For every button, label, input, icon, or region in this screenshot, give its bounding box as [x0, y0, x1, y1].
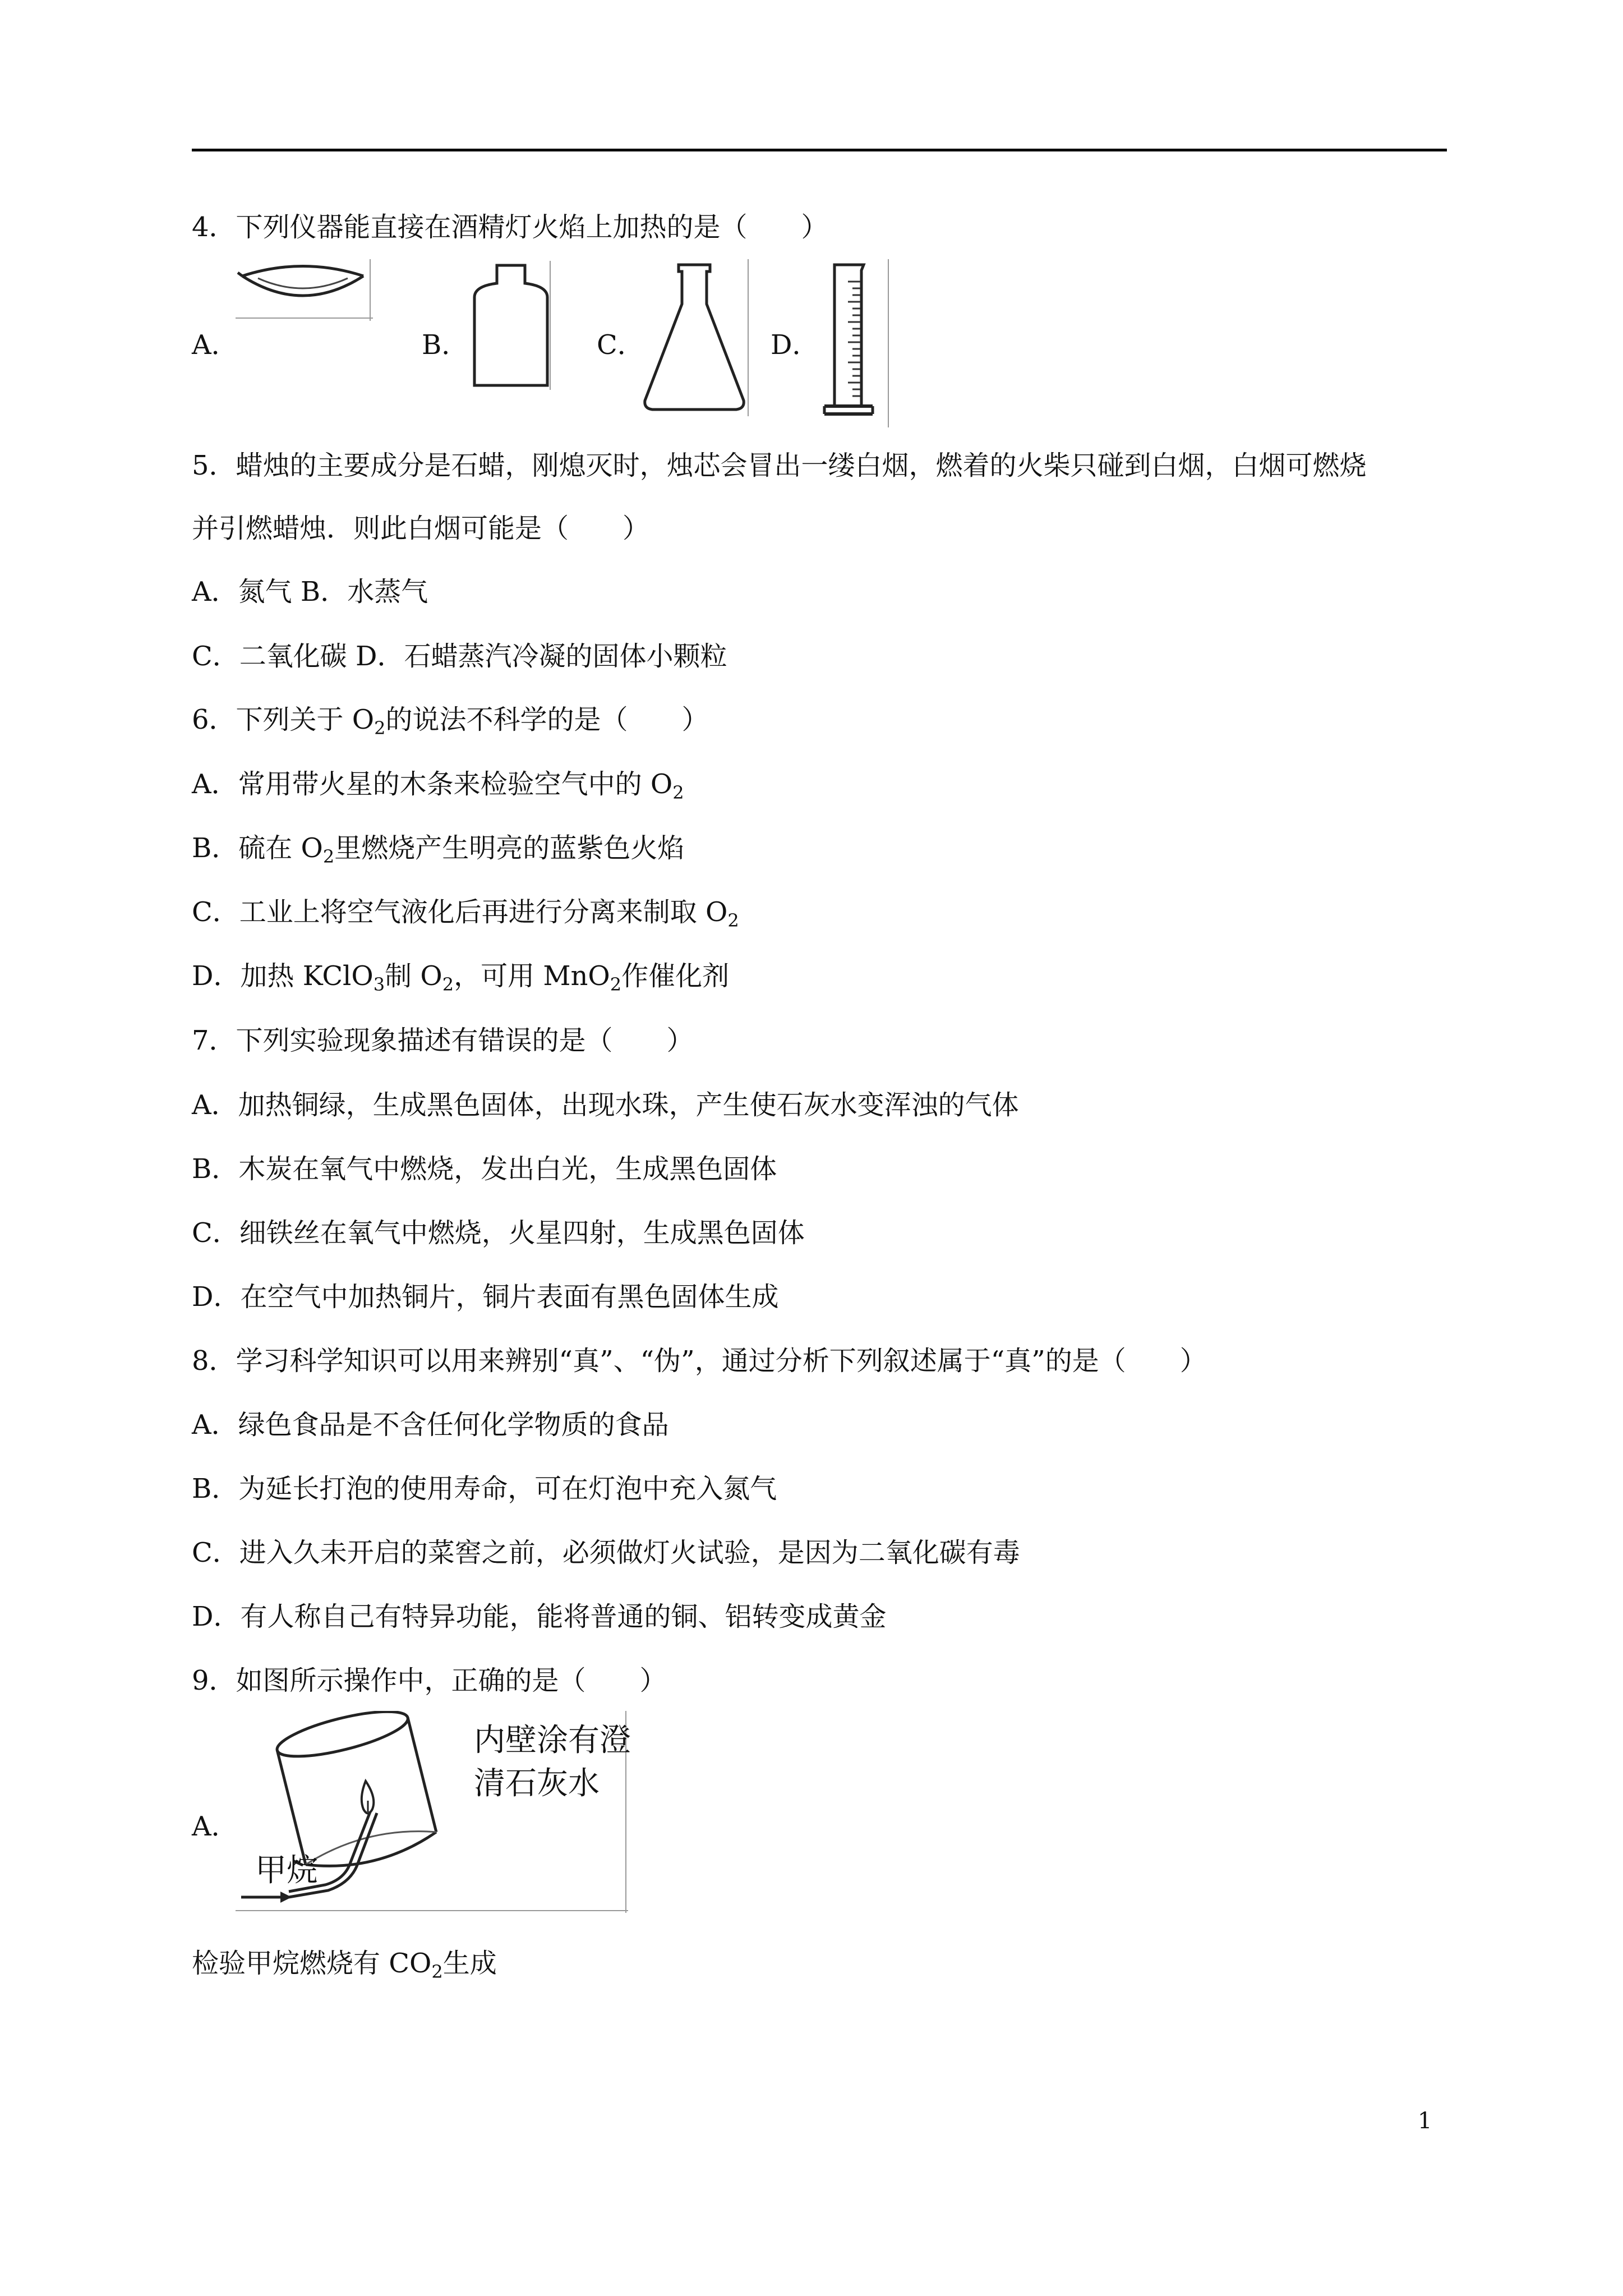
figure-label-wall-line1: 内壁涂有澄: [474, 1722, 631, 1759]
q6-option-c: C．工业上将空气液化后再进行分离来制取 $O_2$: [192, 896, 739, 931]
figure-label-methane: 甲烷: [255, 1852, 318, 1889]
q8-option-d: D．有人称自己有特异功能，能将普通的铜、铝转变成黄金: [192, 1601, 887, 1632]
conical-flask-figure: [638, 259, 750, 416]
q9-option-a-label: A．: [192, 1811, 238, 1842]
q8-option-a: A．绿色食品是不含任何化学物质的食品: [192, 1409, 669, 1441]
q9-stem: 9．如图所示操作中，正确的是（ ）: [192, 1665, 667, 1696]
q6-option-a: A．常用带火星的木条来检验空气中的 $O_2$: [192, 769, 684, 803]
q4-option-b-label: B．: [422, 329, 469, 361]
q5-options-line1: A．氮气 B．水蒸气: [192, 576, 428, 608]
q7-option-b: B．木炭在氧气中燃烧，发出白光，生成黑色固体: [192, 1153, 777, 1185]
q9-option-a-description: 检验甲烷燃烧有 $CO_2$生成: [192, 1948, 497, 1982]
q5-stem-line1: 5．蜡烛的主要成分是石蜡，刚熄灭时，烛芯会冒出一缕白烟，燃着的火柴只碰到白烟，白烟可燃烧: [192, 450, 1367, 481]
q4-option-c-label: C．: [597, 329, 644, 361]
figure-label-wall-line2: 清石灰水: [474, 1765, 600, 1802]
q8-stem: 8．学习科学知识可以用来辨别“真”、“伪”，通过分析下列叙述属于“真”的是（ ）: [192, 1345, 1207, 1377]
q6-option-d: D．加热 KClO$_3$制 $O_2$，可用 MnO$_2$作催化剂: [192, 960, 730, 995]
q5-options-line2: C．二氧化碳 D．石蜡蒸汽冷凝的固体小颗粒: [192, 641, 727, 672]
q4-option-a-label: A．: [192, 329, 238, 361]
evaporating-dish-figure: [236, 259, 373, 321]
q7-option-c: C．细铁丝在氧气中燃烧，火星四射，生成黑色固体: [192, 1217, 805, 1249]
q7-stem: 7．下列实验现象描述有错误的是（ ）: [192, 1025, 694, 1056]
q6-option-b: B．硫在 $O_2$里燃烧产生明亮的蓝紫色火焰: [192, 832, 685, 867]
page-number: 1: [1418, 2108, 1432, 2134]
q6-stem: 6．下列关于 $O_2$的说法不科学的是（ ）: [192, 704, 709, 739]
q8-option-c: C．进入久未开启的菜窖之前，必须做灯火试验，是因为二氧化碳有毒: [192, 1537, 1020, 1568]
measuring-cylinder-figure: [813, 259, 892, 427]
gas-collecting-bottle-figure: [469, 261, 553, 390]
q4-stem: 4．下列仪器能直接在酒精灯火焰上加热的是（ ）: [192, 211, 828, 243]
header-rule: [192, 149, 1447, 151]
q7-option-d: D．在空气中加热铜片，铜片表面有黑色固体生成: [192, 1281, 779, 1313]
q5-stem-line2: 并引燃蜡烛．则此白烟可能是（ ）: [192, 513, 650, 544]
q8-option-b: B．为延长打泡的使用寿命，可在灯泡中充入氮气: [192, 1473, 777, 1504]
q4-option-d-label: D．: [771, 329, 819, 361]
q7-option-a: A．加热铜绿，生成黑色固体，出现水珠，产生使石灰水变浑浊的气体: [192, 1089, 1019, 1121]
